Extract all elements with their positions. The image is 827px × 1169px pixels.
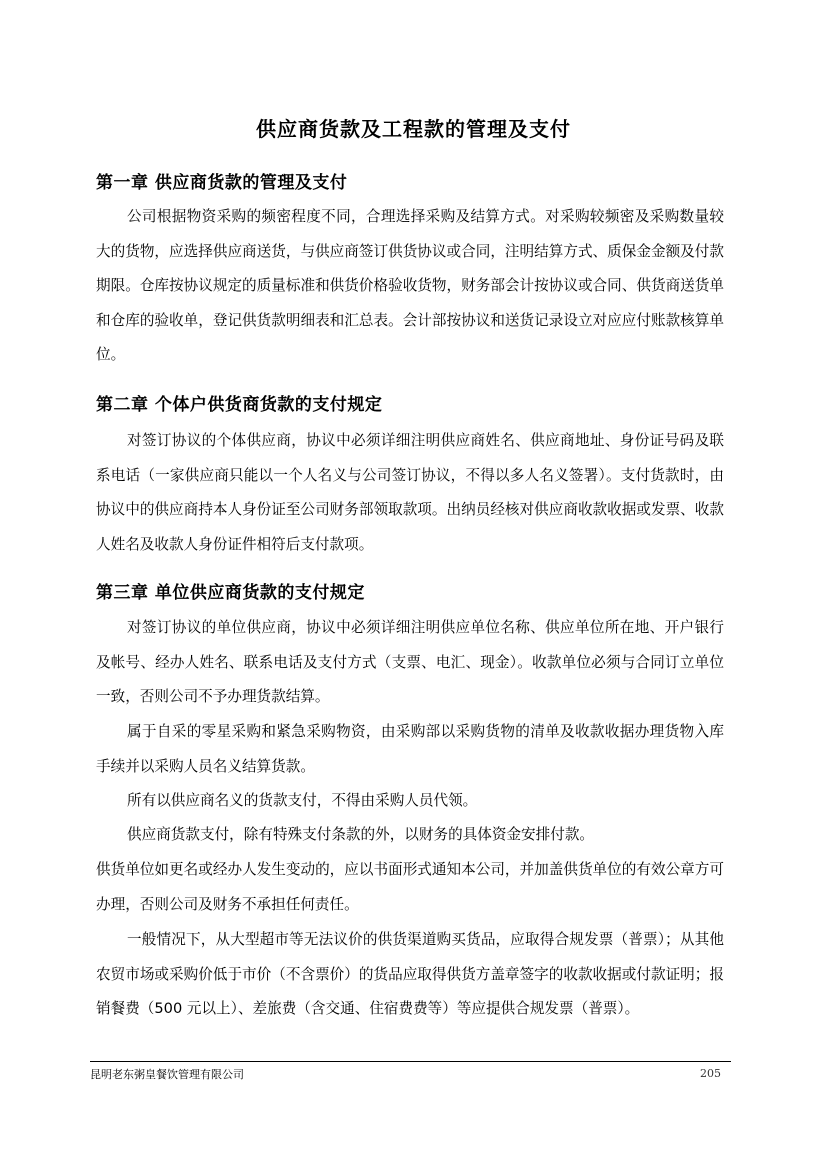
document-title: 供应商货款及工程款的管理及支付 <box>256 117 571 141</box>
chapter-3-paragraph-5: 供货单位如更名或经办人发生变动的，应以书面形式通知本公司，并加盖供货单位的有效公章方可办理，否则公司及财务不承担任何责任。 <box>96 861 724 913</box>
footer-company: 昆明老东粥皇餐饮管理有限公司 <box>90 1068 244 1081</box>
chapter-3-paragraph-2: 属于自采的零星采购和紧急采购物资，由采购部以采购货物的清单及收款收据办理货物入库手续并以采购人员名义结算货款。 <box>96 723 724 775</box>
chapter-2-heading: 第二章 个体户供货商货款的支付规定 <box>96 395 383 415</box>
page-number: 205 <box>700 1067 721 1080</box>
footer-rule <box>90 1061 731 1062</box>
chapter-3-paragraph-1: 对签订协议的单位供应商，协议中必须详细注明供应单位名称、供应单位所在地、开户银行及帐号、经办人姓名、联系电话及支付方式（支票、电汇、现金）。收款单位必须与合同订立单位一致，否则公司不予办理货款结算。 <box>96 619 724 705</box>
chapter-1-heading: 第一章 供应商货款的管理及支付 <box>96 173 348 193</box>
chapter-3-paragraph-6: 一般情况下，从大型超市等无法议价的供货渠道购买货品，应取得合规发票（普票）；从其他农贸市场或采购价低于市价（不含票价）的货品应取得供货方盖章签字的收款收据或付款证明；报销餐费（500 元以上）、差旅费（含交通、住宿费费等）等应提供合规发票（普票）。 <box>96 931 724 1017</box>
chapter-3-heading: 第三章 单位供应商货款的支付规定 <box>96 583 365 603</box>
chapter-3-paragraph-3: 所有以供应商名义的货款支付，不得由采购人员代领。 <box>127 792 478 809</box>
chapter-3-paragraph-4: 供应商货款支付，除有特殊支付条款的外，以财务的具体资金安排付款。 <box>127 826 595 843</box>
chapter-2-paragraph-1: 对签订协议的个体供应商，协议中必须详细注明供应商姓名、供应商地址、身份证号码及联系电话（一家供应商只能以一个人名义与公司签订协议，不得以多人名义签署）。支付货款时，由协议中的供应商持本人身份证至公司财务部领取款项。出纳员经核对供应商收款收据或发票、收款人姓名及收款人身份证件相符后支付款项。 <box>96 432 724 553</box>
chapter-1-paragraph-1: 公司根据物资采购的频密程度不同，合理选择采购及结算方式。对采购较频密及采购数量较大的货物，应选择供应商送货，与供应商签订供货协议或合同，注明结算方式、质保金金额及付款期限。仓库按协议规定的质量标准和供货价格验收货物，财务部会计按协议或合同、供货商送货单和仓库的验收单，登记供货款明细表和汇总表。会计部按协议和送货记录设立对应应付账款核算单位。 <box>96 208 724 363</box>
